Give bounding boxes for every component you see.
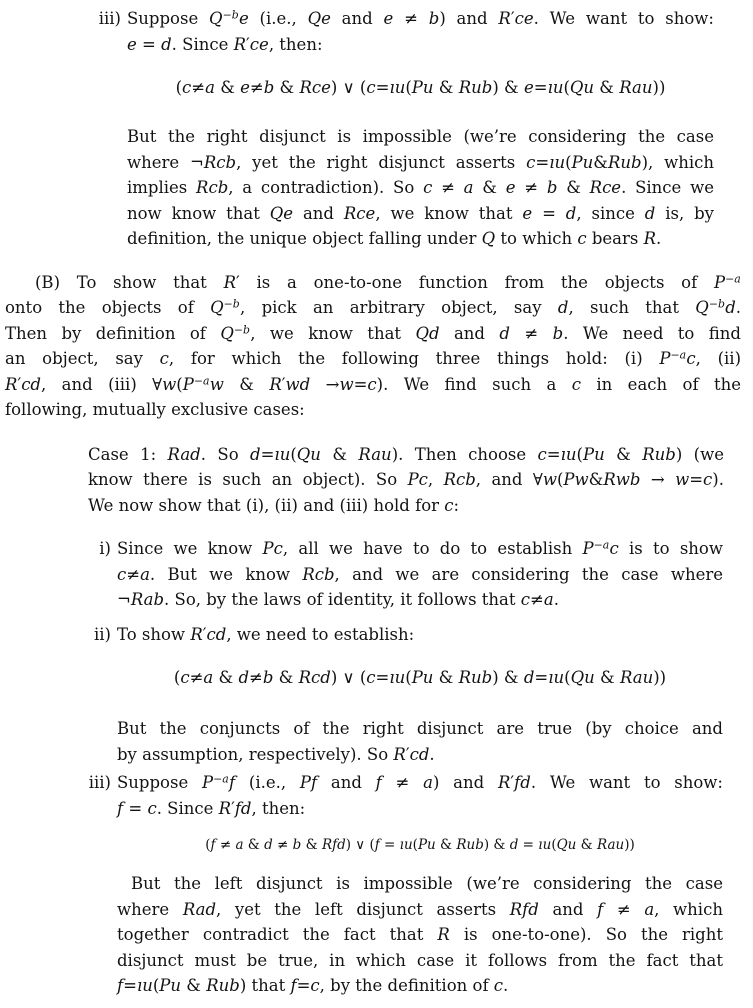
- display-equation-1: (c≠a & e≠b & Rce) ∨ (c=ıu(Pu & Rub) & e=ıu(Qu & Rau)): [175, 78, 666, 97]
- text-line: But the conjuncts of the right disjunct are true (by choice and: [117, 719, 723, 738]
- text-line: But the left disjunct is impossible (we’re considering the case: [131, 874, 723, 893]
- item-marker-i: i): [99, 539, 111, 558]
- text-line: Then by definition of $Q^{-b}$, we know that Qd and d ≠ b. We need to find: [5, 323, 741, 343]
- text-line: R′cd, and (iii) $\forall w(P^{-a}w$ & R′wd →w=c). We find such a c in each of the: [5, 374, 742, 394]
- text-line: now know that Qe and Rce, we know that e = d, since d is, by: [127, 203, 714, 223]
- item-marker-iii-inner: iii): [88, 773, 111, 792]
- paragraph-case-1: [88, 442, 724, 519]
- paragraph-conjuncts: [117, 716, 723, 767]
- item-marker-iii: iii): [98, 9, 121, 28]
- display-equation-3: (f ≠ a & d ≠ b & Rfd) ∨ (f = ıu(Pu & Rub) & d = ıu(Qu & Rau)): [205, 837, 635, 853]
- list-item-ii: [94, 622, 723, 768]
- text-line: an object, say c, for which the following three things hold: (i) $P^{-a}c$, (ii): [5, 348, 742, 368]
- text-line: disjunct must be true, in which case it follows from the fact that: [117, 950, 723, 970]
- paragraph-right-disjunct: [127, 124, 714, 252]
- text-line: ¬Rab. So, by the laws of identity, it follows that c≠a.: [117, 590, 559, 609]
- text-line: by assumption, respectively). So R′cd.: [117, 744, 435, 764]
- text-line: f = c. Since R′fd, then:: [117, 798, 306, 818]
- text-line: c≠a. But we know Rcb, and we are considering the case where: [117, 564, 723, 584]
- text-line: know there is such an object). So Pc, Rcb, and ∀w(Pw&Rwb → w=c).: [88, 470, 724, 489]
- text-line: together contradict the fact that R is one-to-one). So the right: [117, 925, 723, 944]
- display-equation-2: (c≠a & d≠b & Rcd) ∨ (c=ıu(Pu & Rub) & d=ıu(Qu & Rau)): [173, 668, 667, 687]
- item-marker-ii: ii): [94, 624, 111, 644]
- text-line: following, mutually exclusive cases:: [5, 400, 305, 419]
- text-line: where Rad, yet the left disjunct asserts Rfd and f ≠ a, which: [117, 899, 723, 919]
- text-line: To show R′cd, we need to establish:: [117, 624, 415, 644]
- list-item-iii-inner: [88, 770, 723, 999]
- text-line: where ¬Rcb, yet the right disjunct asserts c=ıu(Pu&Rub), which: [127, 152, 714, 172]
- text-line: Suppose $P^{-a}f$ (i.e., Pf and f ≠ a) and R′fd. We want to show:: [117, 772, 723, 792]
- paragraph-item-i: [117, 536, 723, 613]
- text-line: f=ıu(Pu & Rub) that f=c, by the definition of c.: [117, 976, 509, 995]
- text-line: Since we know Pc, all we have to do to establish $P^{-a}c$ is to show: [117, 538, 723, 558]
- paragraph-suppose-qbe: [127, 6, 714, 57]
- list-item-i: [99, 536, 723, 613]
- text-line: But the right disjunct is impossible (we’re considering the case: [127, 127, 714, 146]
- paragraph-b: [5, 270, 741, 423]
- text-line: Suppose $Q^{-b}e$ (i.e., Qe and e ≠ b) and R′ce. We want to show:: [127, 8, 714, 28]
- paragraph-left-disjunct: [117, 871, 723, 999]
- text-line: implies Rcb, a contradiction). So c ≠ a & e ≠ b & Rce. Since we: [127, 178, 714, 197]
- paragraph-item-ii: [117, 622, 723, 648]
- text-line: (B) To show that R′ is a one-to-one function from the objects of $P^{-a}$: [35, 272, 741, 292]
- text-line: Case 1: Rad. So d=ıu(Qu & Rau). Then choose c=ıu(Pu & Rub) (we: [88, 444, 724, 464]
- text-line: onto the objects of $Q^{-b}$, pick an arbitrary object, say d, such that $Q^{-b}d$.: [5, 297, 742, 317]
- text-line: We now show that (i), (ii) and (iii) hold for c:: [88, 495, 460, 515]
- text-line: definition, the unique object falling under Q to which c bears R.: [127, 229, 662, 248]
- list-item-iii-top: [98, 6, 714, 252]
- text-line: e = d. Since R′ce, then:: [127, 34, 323, 54]
- paragraph-suppose-paf: [117, 770, 723, 821]
